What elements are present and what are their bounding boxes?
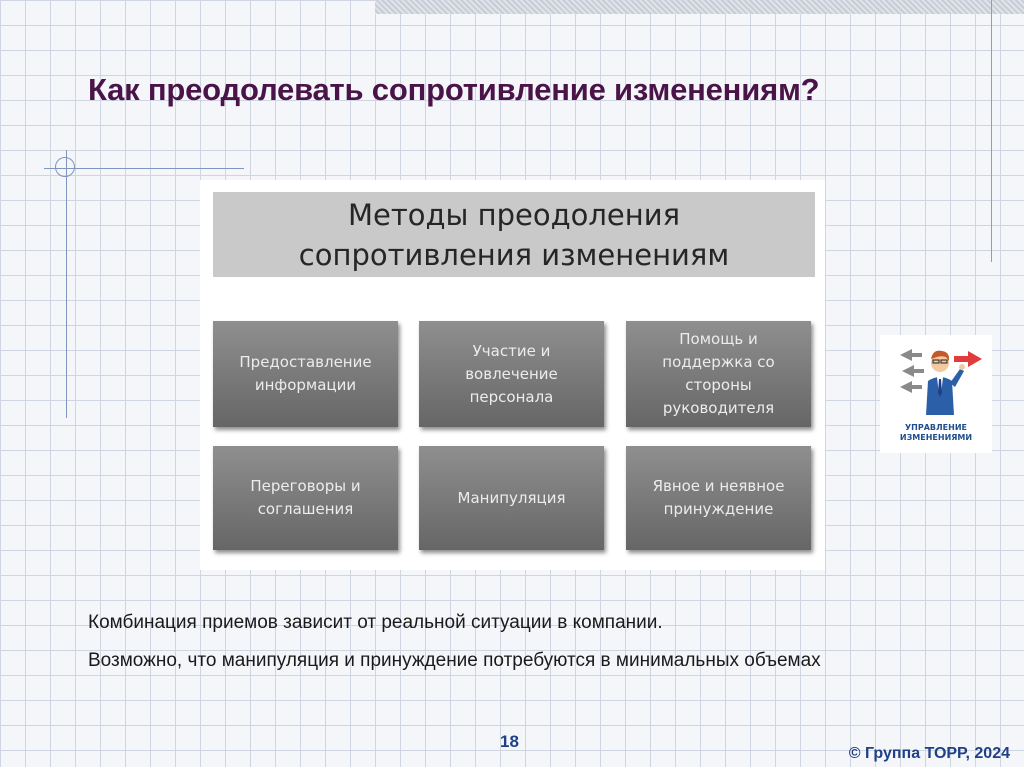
- figure-heading-line2: сопротивления изменениям: [298, 237, 730, 272]
- footer-copyright: © Группа ТОРР, 2024: [848, 745, 1010, 762]
- method-box-management-support: Помощь и поддержка со стороны руководителя: [626, 321, 811, 427]
- top-decorative-band: [375, 0, 1024, 14]
- method-box-negotiation: Переговоры и соглашения: [213, 446, 398, 550]
- method-box-information: Предоставление информации: [213, 321, 398, 427]
- body-paragraph-1: Комбинация приемов зависит от реальной ситуации в компании.: [88, 612, 663, 633]
- method-box-coercion: Явное и неявное принуждение: [626, 446, 811, 550]
- decorative-circle: [55, 157, 75, 177]
- method-box-manipulation: Манипуляция: [419, 446, 604, 550]
- slide-title: Как преодолевать сопротивление изменениям?: [88, 72, 820, 107]
- body-paragraph-2: Возможно, что манипуляция и принуждение потребуются в минимальных объемах: [88, 650, 821, 671]
- logo-line2: ИЗМЕНЕНИЯМИ: [899, 433, 973, 442]
- figure-heading: [213, 192, 815, 277]
- methods-figure: [200, 180, 825, 570]
- page-number: 18: [500, 732, 519, 751]
- change-management-logo: [880, 335, 992, 453]
- decorative-vertical-line-right: [991, 0, 992, 262]
- decorative-vertical-line-left: [66, 150, 67, 418]
- logo-line1: УПРАВЛЕНИЕ: [905, 423, 967, 432]
- method-box-participation: Участие и вовлечение персонала: [419, 321, 604, 427]
- figure-heading-line1: Методы преодоления: [347, 197, 681, 232]
- manager-pointing-icon: [880, 335, 992, 423]
- logo-text: [880, 423, 992, 443]
